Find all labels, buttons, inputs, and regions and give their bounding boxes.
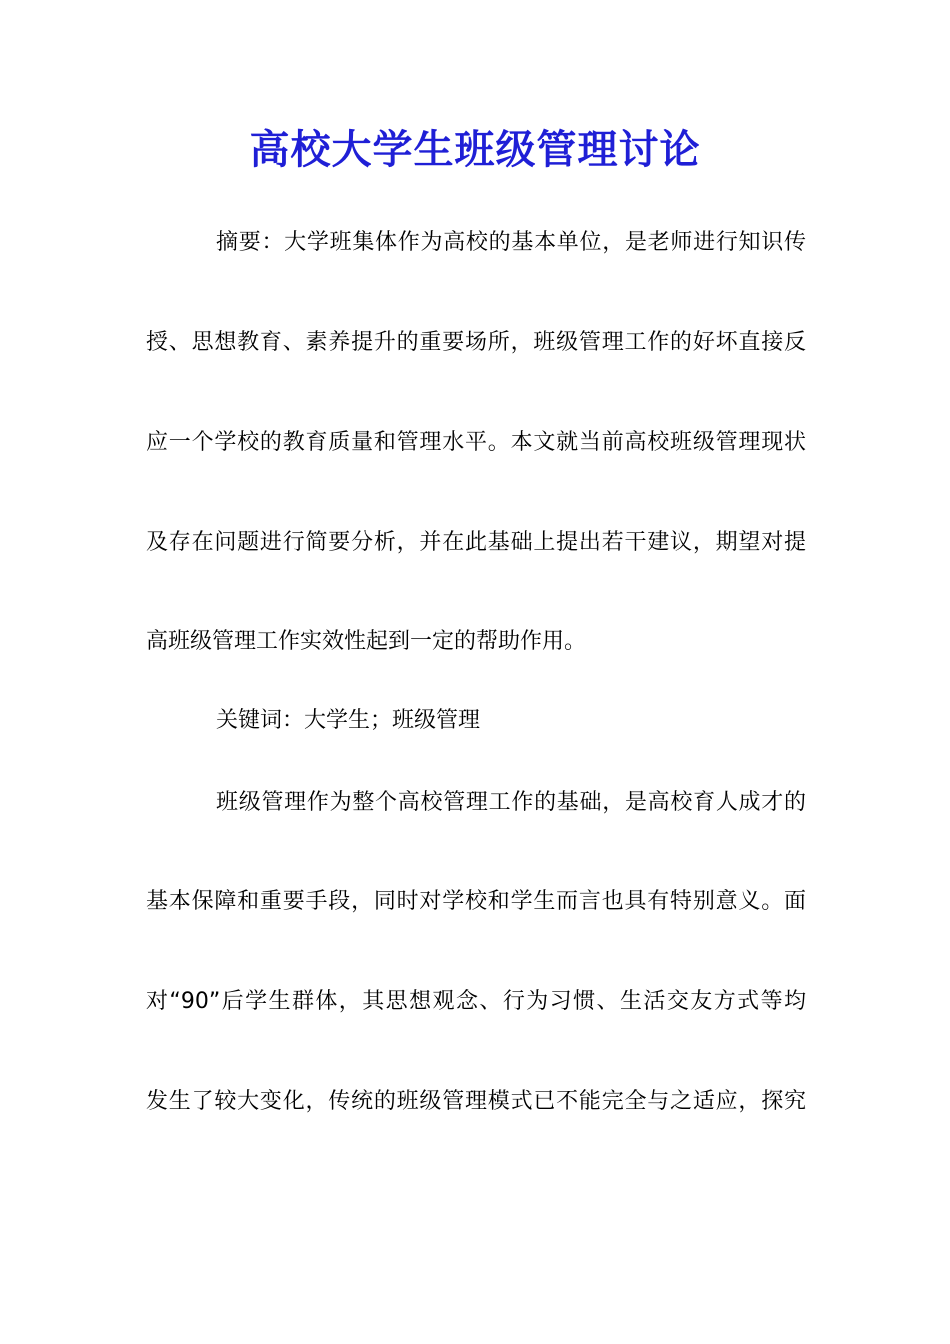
body-line-1: 班级管理作为整个高校管理工作的基础，是高校育人成才的 xyxy=(216,790,806,815)
abstract-line-5: 高班级管理工作实效性起到一定的帮助作用。 xyxy=(146,629,587,654)
abstract-line-1: 摘要：大学班集体作为高校的基本单位，是老师进行知识传 xyxy=(216,230,806,255)
abstract-line-3: 应一个学校的教育质量和管理水平。本文就当前高校班级管理现状 xyxy=(146,430,806,455)
document-title: 高校大学生班级管理讨论 xyxy=(249,126,701,173)
keywords-line: 关键词：大学生；班级管理 xyxy=(216,708,481,733)
body-line-4: 发生了较大变化，传统的班级管理模式已不能完全与之适应，探究 xyxy=(146,1089,806,1114)
body-line-3: 对“90”后学生群体，其思想观念、行为习惯、生活交友方式等均 xyxy=(146,989,806,1014)
body-line-2: 基本保障和重要手段，同时对学校和学生而言也具有特别意义。面 xyxy=(146,889,806,914)
abstract-line-2: 授、思想教育、素养提升的重要场所，班级管理工作的好坏直接反 xyxy=(146,330,806,355)
abstract-line-4: 及存在问题进行简要分析，并在此基础上提出若干建议，期望对提 xyxy=(146,530,806,555)
